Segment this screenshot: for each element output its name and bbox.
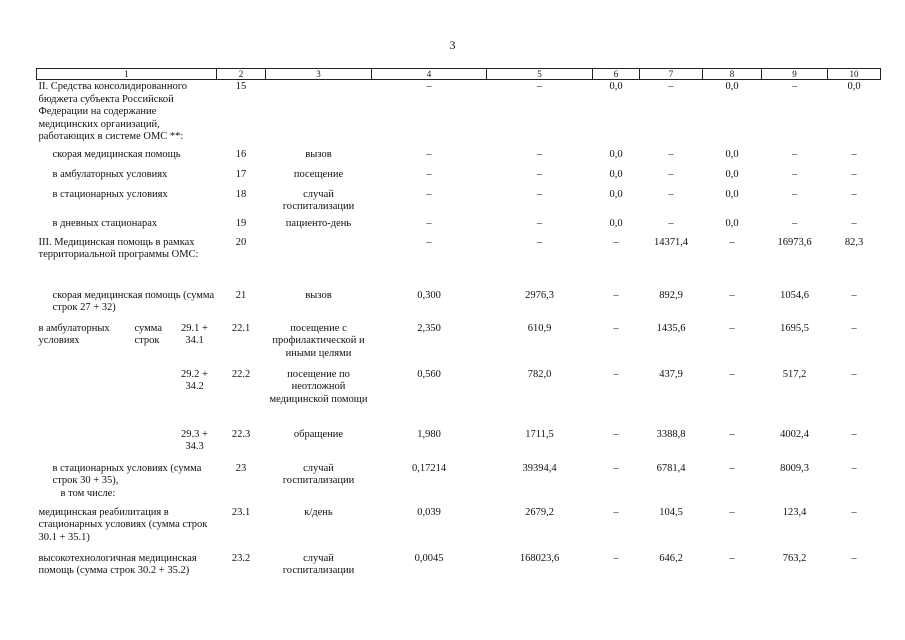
column-header: 9 [762, 69, 828, 80]
cell-value: 0,0 [725, 81, 739, 92]
cell-value: 16973,6 [777, 236, 812, 248]
outpatient-group-label [39, 323, 215, 348]
cell-value: 892,9 [659, 289, 683, 301]
table-row [37, 236, 881, 289]
row-label: в стационарных условиях (сумма строк 30 + 35), [52, 462, 202, 486]
table-row [37, 552, 881, 592]
row-label: в стационарных условиях [52, 188, 168, 200]
table-row [37, 322, 881, 368]
cell-value: – [851, 368, 857, 380]
cell-value: – [851, 322, 857, 334]
row-label: II. Средства консолидированного бюджета субъекта Российской Федерации на содержание медицинских организаций, работающих в системе ОМС **: [38, 81, 188, 142]
row-unit [266, 236, 372, 289]
row-unit: вызов [305, 148, 332, 160]
cell-value: 0,0 [725, 148, 739, 160]
cell-value: 0,0 [609, 217, 623, 229]
table-row [37, 368, 881, 428]
cell-value: 517,2 [782, 368, 807, 380]
row-code: 15 [235, 81, 247, 92]
cell-value: – [613, 368, 619, 380]
column-header: 8 [703, 69, 762, 80]
row-unit: к/день [304, 506, 333, 518]
cell-value: 2976,3 [525, 289, 554, 301]
table-row [37, 148, 881, 168]
financing-table [36, 68, 881, 592]
table-row [37, 168, 881, 188]
row-code: 22.2 [231, 368, 251, 380]
cell-value: 168023,6 [519, 552, 560, 564]
cell-value: 0,0045 [414, 552, 444, 564]
cell-value: – [426, 81, 432, 92]
cell-value: – [668, 148, 674, 160]
row-label: в амбулаторных условиях [52, 168, 168, 180]
cell-value: – [613, 236, 619, 248]
table-row [37, 80, 881, 148]
row-unit: случай госпитализации [282, 552, 355, 576]
header-row [37, 69, 881, 80]
cell-value: – [536, 236, 543, 248]
row-unit: посещение [293, 168, 344, 180]
cell-value: 0,039 [417, 506, 441, 518]
cell-value: – [668, 188, 674, 200]
cell-value: 104,5 [659, 506, 683, 518]
cell-value: – [729, 506, 735, 518]
row-unit: случай госпитализации [282, 462, 355, 486]
cell-value: – [791, 188, 798, 200]
cell-value: 0,0 [725, 168, 739, 180]
cell-value: 14371,4 [653, 236, 689, 248]
row-label: высокотехнологичная медицинская помощь (сумма строк 30.2 + 35.2) [38, 552, 197, 576]
sum-rows-label: сумма строк [134, 322, 163, 346]
cell-value: – [668, 81, 674, 92]
cell-value: 1054,6 [780, 289, 809, 301]
cell-value: – [851, 217, 857, 229]
cell-value: – [426, 236, 432, 248]
cell-value: – [536, 81, 543, 92]
cell-value: 3388,8 [656, 428, 686, 440]
cell-value: – [851, 506, 857, 518]
cell-value: – [729, 322, 735, 334]
cell-value: – [668, 168, 674, 180]
cell-value: – [536, 188, 543, 200]
cell-value: – [729, 552, 735, 564]
cell-value: 0,0 [609, 188, 623, 200]
cell-value: 610,9 [527, 322, 552, 334]
row-code: 18 [235, 188, 247, 200]
row-label: скорая медицинская помощь (сумма строк 27 + 32) [52, 289, 215, 313]
sum-rows-value: 29.1 + 34.1 [181, 322, 208, 346]
cell-value: 39394,4 [522, 462, 557, 474]
cell-value: 0,560 [417, 368, 441, 380]
cell-value: 6781,4 [656, 462, 686, 474]
row-label: медицинская реабилитация в стационарных условиях (сумма строк 30.1 + 35.1) [38, 506, 208, 543]
cell-value: – [536, 148, 543, 160]
cell-value: – [851, 462, 857, 474]
cell-value: 0,0 [609, 168, 623, 180]
cell-value: – [729, 428, 735, 440]
cell-value: 1435,6 [656, 322, 686, 334]
cell-value: 1,980 [417, 428, 441, 440]
column-header: 2 [217, 69, 266, 80]
cell-value: 437,9 [659, 368, 683, 380]
cell-value: – [791, 148, 798, 160]
table-row [37, 428, 881, 462]
cell-value: 2679,2 [525, 506, 554, 518]
cell-value: 0,0 [725, 188, 739, 200]
cell-value: 82,3 [844, 236, 864, 248]
row-label: скорая медицинская помощь [52, 148, 181, 160]
table-row [37, 462, 881, 506]
cell-value: – [536, 217, 543, 229]
row-code: 17 [235, 168, 247, 180]
row-unit: пациенто-день [285, 217, 352, 229]
row-code: 16 [235, 148, 247, 160]
page-number: 3 [449, 38, 456, 52]
row-code: 23 [235, 462, 247, 474]
cell-value: 4002,4 [780, 428, 809, 440]
cell-value: 8009,3 [780, 462, 809, 474]
sum-rows-value: 29.2 + 34.2 [181, 368, 208, 392]
cell-value: – [426, 148, 432, 160]
outpatient-label: в амбулаторных условиях [38, 322, 110, 346]
cell-value: 1695,5 [780, 322, 809, 334]
row-label-note: в том числе: [60, 487, 116, 499]
cell-value: 0,300 [417, 289, 441, 301]
cell-value: – [729, 368, 735, 380]
cell-value: – [668, 217, 674, 229]
cell-value: – [729, 462, 735, 474]
column-header: 3 [266, 69, 372, 80]
row-code: 19 [235, 217, 247, 229]
cell-value: – [613, 322, 619, 334]
row-code: 20 [235, 236, 247, 248]
cell-value: – [613, 428, 619, 440]
cell-value: 0,0 [725, 217, 739, 229]
row-unit: посещение с профилактической и иными целями [272, 322, 365, 359]
row-label [37, 322, 217, 368]
row-unit: вызов [305, 289, 332, 301]
row-label: в дневных стационарах [52, 217, 158, 229]
cell-value: – [729, 236, 735, 248]
row-code: 23.1 [231, 506, 251, 518]
row-code: 22.3 [231, 428, 251, 440]
cell-value: – [851, 148, 857, 160]
cell-value: – [613, 506, 619, 518]
row-unit: обращение [293, 428, 344, 440]
cell-value: – [613, 289, 619, 301]
cell-value: 0,0 [609, 81, 623, 92]
cell-value: 123,4 [782, 506, 807, 518]
cell-value: – [791, 81, 798, 92]
cell-value: – [851, 552, 857, 564]
sum-rows-value: 29.3 + 34.3 [181, 428, 208, 452]
cell-value: – [426, 188, 432, 200]
cell-value: – [426, 168, 432, 180]
column-header: 10 [828, 69, 881, 80]
row-unit [266, 80, 372, 148]
row-label: III. Медицинская помощь в рамках территориальной программы ОМС: [38, 236, 199, 260]
cell-value: 0,0 [847, 81, 861, 92]
cell-value: – [851, 188, 857, 200]
cell-value: 0,0 [609, 148, 623, 160]
cell-value: – [613, 552, 619, 564]
row-code: 22.1 [231, 322, 251, 334]
row-unit: случай госпитализации [282, 188, 355, 212]
cell-value: 763,2 [782, 552, 807, 564]
cell-value: – [536, 168, 543, 180]
cell-value: – [729, 289, 735, 301]
cell-value: – [791, 168, 798, 180]
cell-value: – [851, 428, 857, 440]
table-row [37, 289, 881, 322]
cell-value: – [851, 168, 857, 180]
column-header: 4 [372, 69, 487, 80]
row-unit: посещение по неотложной медицинской помощи [269, 368, 368, 405]
table-row [37, 217, 881, 236]
column-header: 1 [37, 69, 217, 80]
cell-value: 646,2 [659, 552, 683, 564]
row-code: 23.2 [231, 552, 251, 564]
cell-value: 0,17214 [411, 462, 447, 474]
table-row [37, 188, 881, 217]
column-header: 6 [593, 69, 640, 80]
cell-value: 782,0 [527, 368, 552, 380]
cell-value: 1711,5 [525, 428, 554, 440]
column-header: 7 [640, 69, 703, 80]
cell-value: – [791, 217, 798, 229]
cell-value: – [426, 217, 432, 229]
cell-value: – [851, 289, 857, 301]
row-code: 21 [235, 289, 247, 301]
cell-value: 2,350 [417, 322, 441, 334]
table-row [37, 506, 881, 552]
cell-value: – [613, 462, 619, 474]
column-header: 5 [487, 69, 593, 80]
